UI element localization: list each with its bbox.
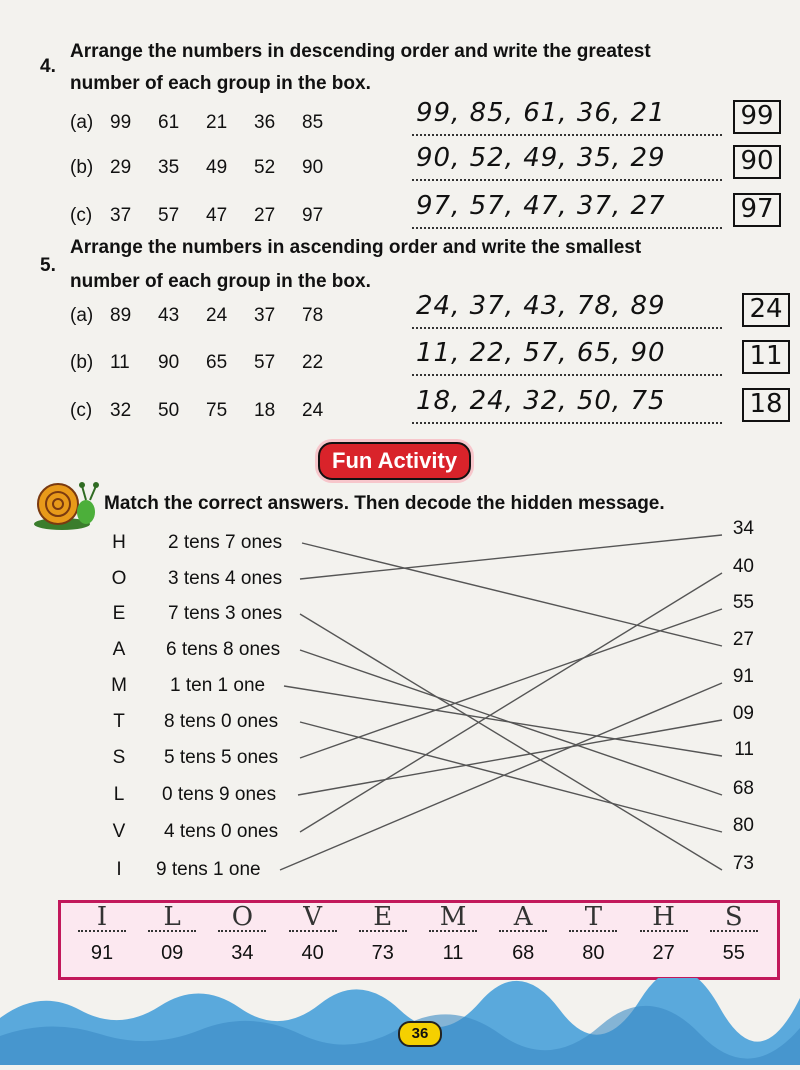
decode-number: 73 bbox=[371, 942, 394, 964]
row-label: (c) bbox=[70, 205, 93, 226]
match-expression: 1 ten 1 one bbox=[170, 675, 266, 696]
decode-cell bbox=[423, 902, 483, 965]
match-number: 27 bbox=[732, 629, 754, 650]
match-expression: 4 tens 0 ones bbox=[164, 821, 279, 842]
row-number: 47 bbox=[206, 205, 228, 226]
fun-activity-badge: Fun Activity bbox=[318, 442, 471, 480]
row-label: (c) bbox=[70, 400, 93, 421]
answer-box: 24 bbox=[742, 293, 790, 327]
handwritten-answer: 97, 57, 47, 37, 27 bbox=[416, 191, 666, 221]
row-number: 57 bbox=[254, 352, 276, 373]
fun-activity-instruction: Match the correct answers. Then decode the hidden message. bbox=[104, 493, 665, 514]
match-number: 11 bbox=[734, 739, 754, 760]
answer-box: 18 bbox=[742, 388, 790, 422]
match-line bbox=[300, 650, 722, 795]
decode-number: 40 bbox=[301, 942, 324, 964]
row-label: (a) bbox=[70, 305, 94, 326]
match-line bbox=[284, 686, 722, 756]
decode-letter: V bbox=[303, 902, 322, 932]
match-number: 73 bbox=[732, 853, 754, 874]
q4-number: 4. bbox=[40, 56, 56, 77]
decode-number: 34 bbox=[231, 942, 254, 964]
decode-number: 91 bbox=[90, 942, 114, 964]
match-letter: H bbox=[112, 532, 126, 553]
match-letter: M bbox=[111, 675, 127, 696]
match-number: 09 bbox=[732, 703, 754, 724]
match-letter: A bbox=[112, 639, 126, 660]
row-number: 50 bbox=[158, 400, 180, 421]
decode-cell bbox=[493, 902, 553, 965]
match-number: 91 bbox=[732, 666, 754, 687]
row-label: (b) bbox=[70, 157, 94, 178]
q5-title-line1: Arrange the numbers in ascending order and write the smallest bbox=[70, 237, 642, 258]
row-label: (b) bbox=[70, 352, 94, 373]
decode-cell bbox=[704, 902, 764, 965]
q5-number: 5. bbox=[40, 255, 56, 276]
match-line bbox=[302, 543, 722, 646]
row-number: 24 bbox=[302, 400, 324, 421]
match-expression: 6 tens 8 ones bbox=[166, 639, 281, 660]
match-line bbox=[300, 614, 722, 870]
exercise-row bbox=[70, 400, 350, 422]
decode-letter: I bbox=[96, 902, 108, 932]
decode-cell bbox=[72, 902, 132, 965]
row-number: 21 bbox=[206, 112, 228, 133]
row-number: 90 bbox=[302, 157, 324, 178]
match-letter: S bbox=[112, 747, 126, 768]
row-number: 18 bbox=[254, 400, 276, 421]
row-number: 90 bbox=[158, 352, 180, 373]
row-number: 37 bbox=[254, 305, 276, 326]
row-number: 65 bbox=[206, 352, 228, 373]
match-number: 55 bbox=[732, 592, 754, 613]
match-letter: V bbox=[112, 821, 126, 842]
decode-number: 11 bbox=[442, 942, 464, 964]
row-number: 22 bbox=[302, 352, 324, 373]
decode-letter: T bbox=[584, 902, 603, 932]
decode-cell bbox=[634, 902, 694, 965]
row-number: 35 bbox=[158, 157, 180, 178]
match-number: 40 bbox=[732, 556, 754, 577]
row-number: 49 bbox=[206, 157, 228, 178]
match-letter: I bbox=[116, 859, 122, 880]
answer-line bbox=[412, 179, 722, 181]
row-number: 32 bbox=[110, 400, 132, 421]
exercise-row bbox=[70, 305, 350, 327]
handwritten-answer: 24, 37, 43, 78, 89 bbox=[416, 291, 666, 321]
exercise-row bbox=[70, 112, 350, 134]
row-number: 61 bbox=[158, 112, 180, 133]
row-number: 78 bbox=[302, 305, 324, 326]
match-letter: O bbox=[111, 568, 127, 589]
match-line bbox=[300, 722, 722, 832]
match-line bbox=[298, 720, 722, 795]
decode-letter: L bbox=[163, 902, 181, 932]
handwritten-answer: 18, 24, 32, 50, 75 bbox=[416, 386, 666, 416]
row-number: 36 bbox=[254, 112, 276, 133]
match-expression: 5 tens 5 ones bbox=[164, 747, 279, 768]
answer-box: 99 bbox=[733, 100, 781, 134]
match-line bbox=[300, 573, 722, 832]
handwritten-answer: 11, 22, 57, 65, 90 bbox=[416, 338, 666, 368]
row-number: 97 bbox=[302, 205, 324, 226]
q4-title-line2: number of each group in the box. bbox=[70, 73, 371, 94]
decode-cell bbox=[353, 902, 413, 965]
row-number: 29 bbox=[110, 157, 132, 178]
answer-line bbox=[412, 422, 722, 424]
row-number: 85 bbox=[302, 112, 324, 133]
answer-line bbox=[412, 134, 722, 136]
decode-cell bbox=[212, 902, 272, 965]
row-number: 89 bbox=[110, 305, 132, 326]
match-expression: 3 tens 4 ones bbox=[168, 568, 283, 589]
match-expression: 8 tens 0 ones bbox=[164, 711, 279, 732]
match-letter: E bbox=[112, 603, 126, 624]
match-number: 80 bbox=[732, 815, 754, 836]
row-number: 75 bbox=[206, 400, 228, 421]
decode-number: 55 bbox=[722, 942, 745, 964]
q5-title-line2: number of each group in the box. bbox=[70, 271, 371, 292]
match-expression: 0 tens 9 ones bbox=[162, 784, 277, 805]
decode-letter: A bbox=[513, 902, 533, 932]
decode-letter: M bbox=[439, 902, 467, 932]
match-line bbox=[280, 683, 722, 870]
row-number: 11 bbox=[110, 352, 130, 373]
decode-letter: S bbox=[724, 902, 743, 932]
page-number: 36 bbox=[398, 1021, 442, 1047]
match-letter: T bbox=[113, 711, 125, 732]
row-number: 99 bbox=[110, 112, 132, 133]
match-expression: 7 tens 3 ones bbox=[168, 603, 283, 624]
decode-letter: E bbox=[373, 902, 393, 932]
decode-cell bbox=[283, 902, 343, 965]
q4-title-line1: Arrange the numbers in descending order and write the greatest bbox=[70, 41, 651, 62]
row-number: 24 bbox=[206, 305, 228, 326]
decode-cell bbox=[142, 902, 202, 965]
decode-cell bbox=[563, 902, 623, 965]
answer-box: 97 bbox=[733, 193, 781, 227]
answer-line bbox=[412, 374, 722, 376]
wave-decoration bbox=[0, 978, 800, 1065]
row-number: 37 bbox=[110, 205, 132, 226]
match-number: 68 bbox=[732, 778, 754, 799]
match-line bbox=[300, 535, 722, 579]
answer-box: 11 bbox=[742, 340, 790, 374]
row-number: 52 bbox=[254, 157, 276, 178]
row-number: 27 bbox=[254, 205, 276, 226]
handwritten-answer: 90, 52, 49, 35, 29 bbox=[416, 143, 666, 173]
row-number: 43 bbox=[158, 305, 180, 326]
handwritten-answer: 99, 85, 61, 36, 21 bbox=[416, 98, 666, 128]
decode-number: 68 bbox=[512, 942, 535, 964]
answer-box: 90 bbox=[733, 145, 781, 179]
decode-letter: H bbox=[652, 902, 675, 932]
match-line bbox=[300, 609, 722, 758]
row-number: 57 bbox=[158, 205, 180, 226]
decode-number: 27 bbox=[652, 942, 675, 964]
answer-line bbox=[412, 227, 722, 229]
exercise-row bbox=[70, 205, 350, 227]
exercise-row bbox=[70, 352, 350, 374]
answer-line bbox=[412, 327, 722, 329]
exercise-row bbox=[70, 157, 350, 179]
match-number: 34 bbox=[732, 518, 754, 539]
decode-number: 80 bbox=[582, 942, 605, 964]
match-letter: L bbox=[113, 784, 125, 805]
match-expression: 2 tens 7 ones bbox=[168, 532, 283, 553]
match-expression: 9 tens 1 one bbox=[156, 859, 261, 880]
decode-number: 09 bbox=[161, 942, 184, 964]
decode-letter: O bbox=[231, 902, 254, 932]
row-label: (a) bbox=[70, 112, 94, 133]
snail-icon bbox=[32, 476, 102, 532]
